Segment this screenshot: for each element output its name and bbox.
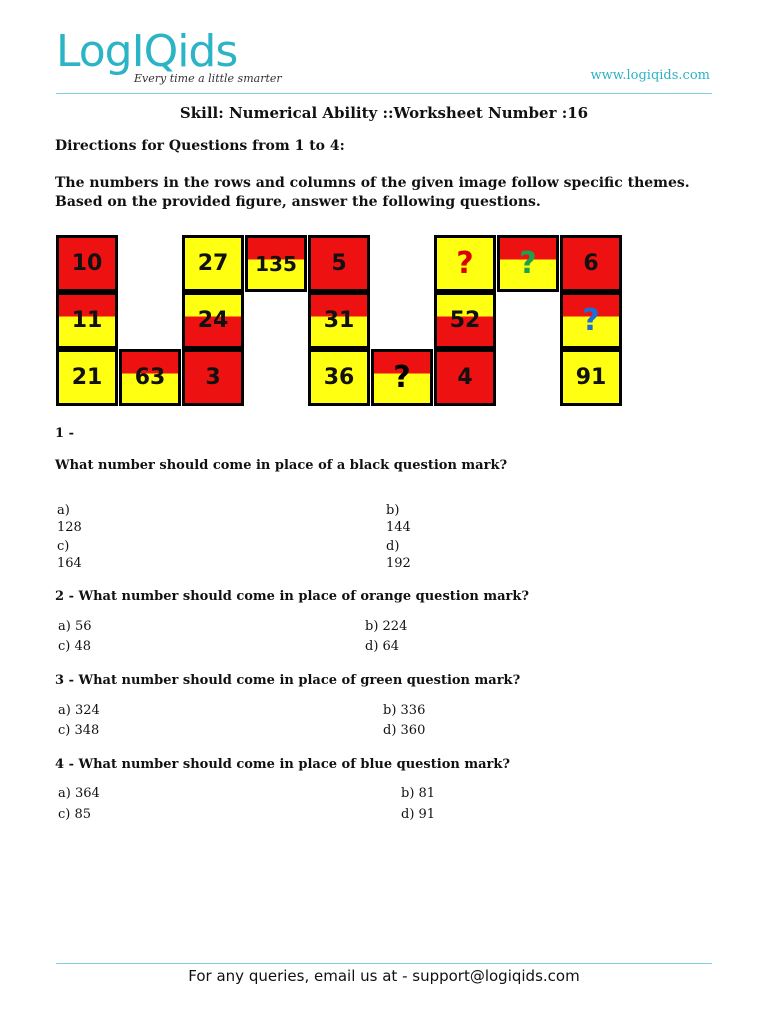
q4-option-a[interactable]: a) 364 (58, 786, 100, 801)
q2-option-a[interactable]: a) 56 (58, 619, 92, 634)
grid-cell: 5 (308, 235, 370, 292)
logiqids-logo (56, 26, 282, 85)
website-link[interactable]: www.logiqids.com (590, 68, 710, 83)
grid-cell: 3 (182, 349, 244, 406)
footer-divider (56, 963, 712, 964)
logo-wordmark: LogIQids (56, 26, 238, 77)
option-key: d) (386, 539, 400, 554)
q2-option-d[interactable]: d) 64 (365, 639, 400, 654)
blue-question-mark: ? (560, 292, 622, 349)
grid-cell: 6 (560, 235, 622, 292)
option-value: 144 (386, 520, 411, 535)
intro-line-1: The numbers in the rows and columns of the given image follow specific themes. (55, 175, 690, 191)
option-key: b) (386, 503, 400, 518)
grid-cell: 24 (182, 292, 244, 349)
option-value: 192 (386, 556, 411, 571)
footer-contact: For any queries, email us at - support@logiqids.com (188, 967, 580, 985)
q3-option-d[interactable]: d) 360 (383, 723, 426, 738)
grid-cell: 21 (56, 349, 118, 406)
q3-option-a[interactable]: a) 324 (58, 703, 100, 718)
grid-cell: 31 (308, 292, 370, 349)
q4-option-d[interactable]: d) 91 (401, 807, 436, 822)
q1-option-b[interactable] (386, 502, 411, 536)
question-1-text: What number should come in place of a black question mark? (55, 458, 508, 473)
orange-question-mark: ? (434, 235, 496, 292)
q4-option-c[interactable]: c) 85 (58, 807, 92, 822)
grid-cell: 63 (119, 349, 181, 406)
q1-option-a[interactable] (57, 502, 82, 536)
question-4-text: 4 - What number should come in place of blue question mark? (55, 757, 510, 772)
grid-cell: 36 (308, 349, 370, 406)
number-grid-figure (56, 235, 622, 410)
q4-option-b[interactable]: b) 81 (401, 786, 436, 801)
q2-option-b[interactable]: b) 224 (365, 619, 408, 634)
worksheet-title: Skill: Numerical Ability ::Worksheet Number :16 (179, 104, 589, 122)
option-key: c) (57, 539, 70, 554)
option-value: 164 (57, 556, 82, 571)
q2-option-c[interactable]: c) 48 (58, 639, 92, 654)
grid-cell: 91 (560, 349, 622, 406)
grid-cell: 52 (434, 292, 496, 349)
directions-heading: Directions for Questions from 1 to 4: (55, 138, 345, 154)
q1-option-c[interactable] (57, 538, 82, 572)
grid-cell: 27 (182, 235, 244, 292)
green-question-mark: ? (497, 235, 559, 292)
q3-option-c[interactable]: c) 348 (58, 723, 100, 738)
option-value: 128 (57, 520, 82, 535)
q1-option-d[interactable] (386, 538, 411, 572)
question-2-text: 2 - What number should come in place of orange question mark? (55, 589, 530, 604)
question-1-number: 1 - (55, 426, 74, 441)
intro-line-2: Based on the provided figure, answer the following questions. (55, 194, 541, 210)
intro-text (55, 174, 715, 212)
header-divider (56, 93, 712, 94)
option-key: a) (57, 503, 70, 518)
q3-option-b[interactable]: b) 336 (383, 703, 426, 718)
black-question-mark: ? (371, 349, 433, 406)
grid-cell: 10 (56, 235, 118, 292)
question-3-text: 3 - What number should come in place of green question mark? (55, 673, 521, 688)
grid-cell: 11 (56, 292, 118, 349)
logo-tagline: Every time a little smarter (134, 72, 282, 85)
grid-cell: 4 (434, 349, 496, 406)
grid-cell: 135 (245, 235, 307, 292)
